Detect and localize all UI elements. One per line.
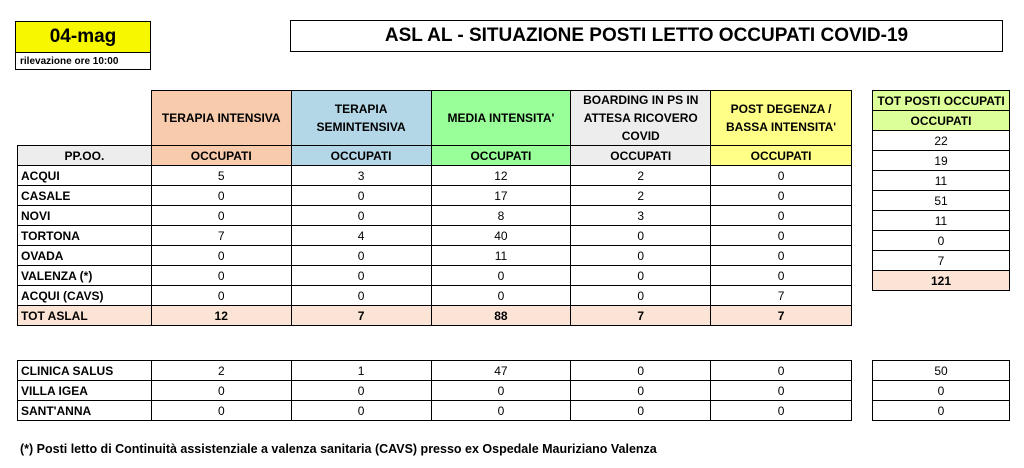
- cell-tot: 7: [873, 251, 1010, 271]
- cell-bo: 0: [571, 401, 711, 421]
- private-total-table: [872, 360, 1010, 421]
- table-row: [873, 251, 1010, 271]
- table-row: [873, 361, 1010, 381]
- occupati-label: OCCUPATI: [291, 146, 431, 166]
- cell-ti: 7: [151, 226, 291, 246]
- row-name: CASALE: [18, 186, 152, 206]
- col-header-tot-posti: TOT POSTI OCCUPATI: [873, 91, 1010, 111]
- date-label: 04-mag: [15, 21, 151, 53]
- row-name: VALENZA (*): [18, 266, 152, 286]
- cell-mi: 11: [431, 246, 571, 266]
- cell-mi: 0: [431, 286, 571, 306]
- cell-tot: 19: [873, 151, 1010, 171]
- row-name: ACQUI (CAVS): [18, 286, 152, 306]
- cell-ts: 0: [291, 186, 431, 206]
- cell-tot: 50: [873, 361, 1010, 381]
- table-row: [18, 246, 852, 266]
- cell-bo: 0: [571, 246, 711, 266]
- row-name: TORTONA: [18, 226, 152, 246]
- cell-tot: 0: [873, 231, 1010, 251]
- cell-pd: 0: [711, 246, 852, 266]
- total-row: [18, 306, 852, 326]
- cell-pd: 0: [711, 166, 852, 186]
- total-table: [872, 90, 1010, 291]
- table-row: [873, 211, 1010, 231]
- private-table: [17, 360, 852, 421]
- occupati-label: OCCUPATI: [711, 146, 852, 166]
- occupati-label: OCCUPATI: [151, 146, 291, 166]
- cell-tot: 22: [873, 131, 1010, 151]
- cell-pd: 0: [711, 226, 852, 246]
- cell-ts: 3: [291, 166, 431, 186]
- row-name: NOVI: [18, 206, 152, 226]
- table-row: [873, 381, 1010, 401]
- cell-ts: 0: [291, 401, 431, 421]
- cell-ti: 0: [151, 266, 291, 286]
- cell-ti: 0: [151, 401, 291, 421]
- cell-ts: 0: [291, 266, 431, 286]
- table-row: [873, 131, 1010, 151]
- table-row: [18, 206, 852, 226]
- table-row: [18, 186, 852, 206]
- cell-bo: 3: [571, 206, 711, 226]
- main-table: [17, 90, 852, 326]
- cell-bo: 0: [571, 266, 711, 286]
- table-row: [873, 401, 1010, 421]
- cell-mi: 17: [431, 186, 571, 206]
- total-row: [873, 271, 1010, 291]
- cell-ti: 0: [151, 286, 291, 306]
- cell-mi: 47: [431, 361, 571, 381]
- cell-bo: 0: [571, 286, 711, 306]
- col-header-media-intensita: MEDIA INTENSITA': [431, 91, 571, 146]
- cell-tot: 0: [873, 381, 1010, 401]
- cell-bo: 2: [571, 166, 711, 186]
- cell-mi: 12: [431, 166, 571, 186]
- table-row: [873, 151, 1010, 171]
- cell-pd: 0: [711, 186, 852, 206]
- cell-tot: 11: [873, 211, 1010, 231]
- cell-mi: 0: [431, 266, 571, 286]
- table-row: [18, 401, 852, 421]
- cell-tot: 121: [873, 271, 1010, 291]
- cell-tot: 11: [873, 171, 1010, 191]
- table-row: [18, 266, 852, 286]
- cell-ti: 2: [151, 361, 291, 381]
- cell-pd: 7: [711, 306, 852, 326]
- cell-bo: 0: [571, 361, 711, 381]
- col-header-terapia-semintensiva: TERAPIA SEMINTENSIVA: [291, 91, 431, 146]
- cell-ti: 0: [151, 381, 291, 401]
- table-row: [873, 231, 1010, 251]
- cell-bo: 0: [571, 226, 711, 246]
- cell-bo: 0: [571, 381, 711, 401]
- cell-bo: 2: [571, 186, 711, 206]
- cell-ts: 0: [291, 381, 431, 401]
- cell-pd: 0: [711, 206, 852, 226]
- cell-pd: 7: [711, 286, 852, 306]
- cell-ts: 0: [291, 206, 431, 226]
- cell-ti: 0: [151, 246, 291, 266]
- table-row: [18, 361, 852, 381]
- row-name: CLINICA SALUS: [18, 361, 152, 381]
- table-row: [18, 381, 852, 401]
- cell-ti: 0: [151, 186, 291, 206]
- cell-mi: 0: [431, 381, 571, 401]
- cell-mi: 8: [431, 206, 571, 226]
- cell-mi: 88: [431, 306, 571, 326]
- page-title: ASL AL - SITUAZIONE POSTI LETTO OCCUPATI COVID-19: [290, 20, 1003, 52]
- cell-bo: 7: [571, 306, 711, 326]
- cell-pd: 0: [711, 401, 852, 421]
- occupati-label: OCCUPATI: [431, 146, 571, 166]
- row-name: ACQUI: [18, 166, 152, 186]
- table-row: [18, 226, 852, 246]
- row-name: TOT ASLAL: [18, 306, 152, 326]
- cell-ti: 0: [151, 206, 291, 226]
- table-row: [873, 191, 1010, 211]
- cell-mi: 40: [431, 226, 571, 246]
- row-name: SANT'ANNA: [18, 401, 152, 421]
- cell-pd: 0: [711, 266, 852, 286]
- footnote: (*) Posti letto di Continuità assistenziale a valenza sanitaria (CAVS) presso ex Ospedale Mauriziano Valenza: [20, 442, 657, 456]
- cell-pd: 0: [711, 361, 852, 381]
- cell-ts: 0: [291, 286, 431, 306]
- occupati-label: OCCUPATI: [873, 111, 1010, 131]
- cell-tot: 51: [873, 191, 1010, 211]
- row-name: VILLA IGEA: [18, 381, 152, 401]
- occupati-label: OCCUPATI: [571, 146, 711, 166]
- table-row: [18, 286, 852, 306]
- cell-ts: 1: [291, 361, 431, 381]
- col-header-post-degenza: POST DEGENZA / BASSA INTENSITA': [711, 91, 852, 146]
- cell-pd: 0: [711, 381, 852, 401]
- col-header-terapia-intensiva: TERAPIA INTENSIVA: [151, 91, 291, 146]
- time-label: rilevazione ore 10:00: [15, 53, 151, 70]
- cell-mi: 0: [431, 401, 571, 421]
- cell-ts: 0: [291, 246, 431, 266]
- table-row: [873, 171, 1010, 191]
- table-row: [18, 166, 852, 186]
- cell-ts: 4: [291, 226, 431, 246]
- cell-ts: 7: [291, 306, 431, 326]
- cell-tot: 0: [873, 401, 1010, 421]
- row-header-label: PP.OO.: [18, 146, 152, 166]
- cell-ti: 5: [151, 166, 291, 186]
- col-header-boarding: BOARDING IN PS IN ATTESA RICOVERO COVID: [571, 91, 711, 146]
- row-name: OVADA: [18, 246, 152, 266]
- cell-ti: 12: [151, 306, 291, 326]
